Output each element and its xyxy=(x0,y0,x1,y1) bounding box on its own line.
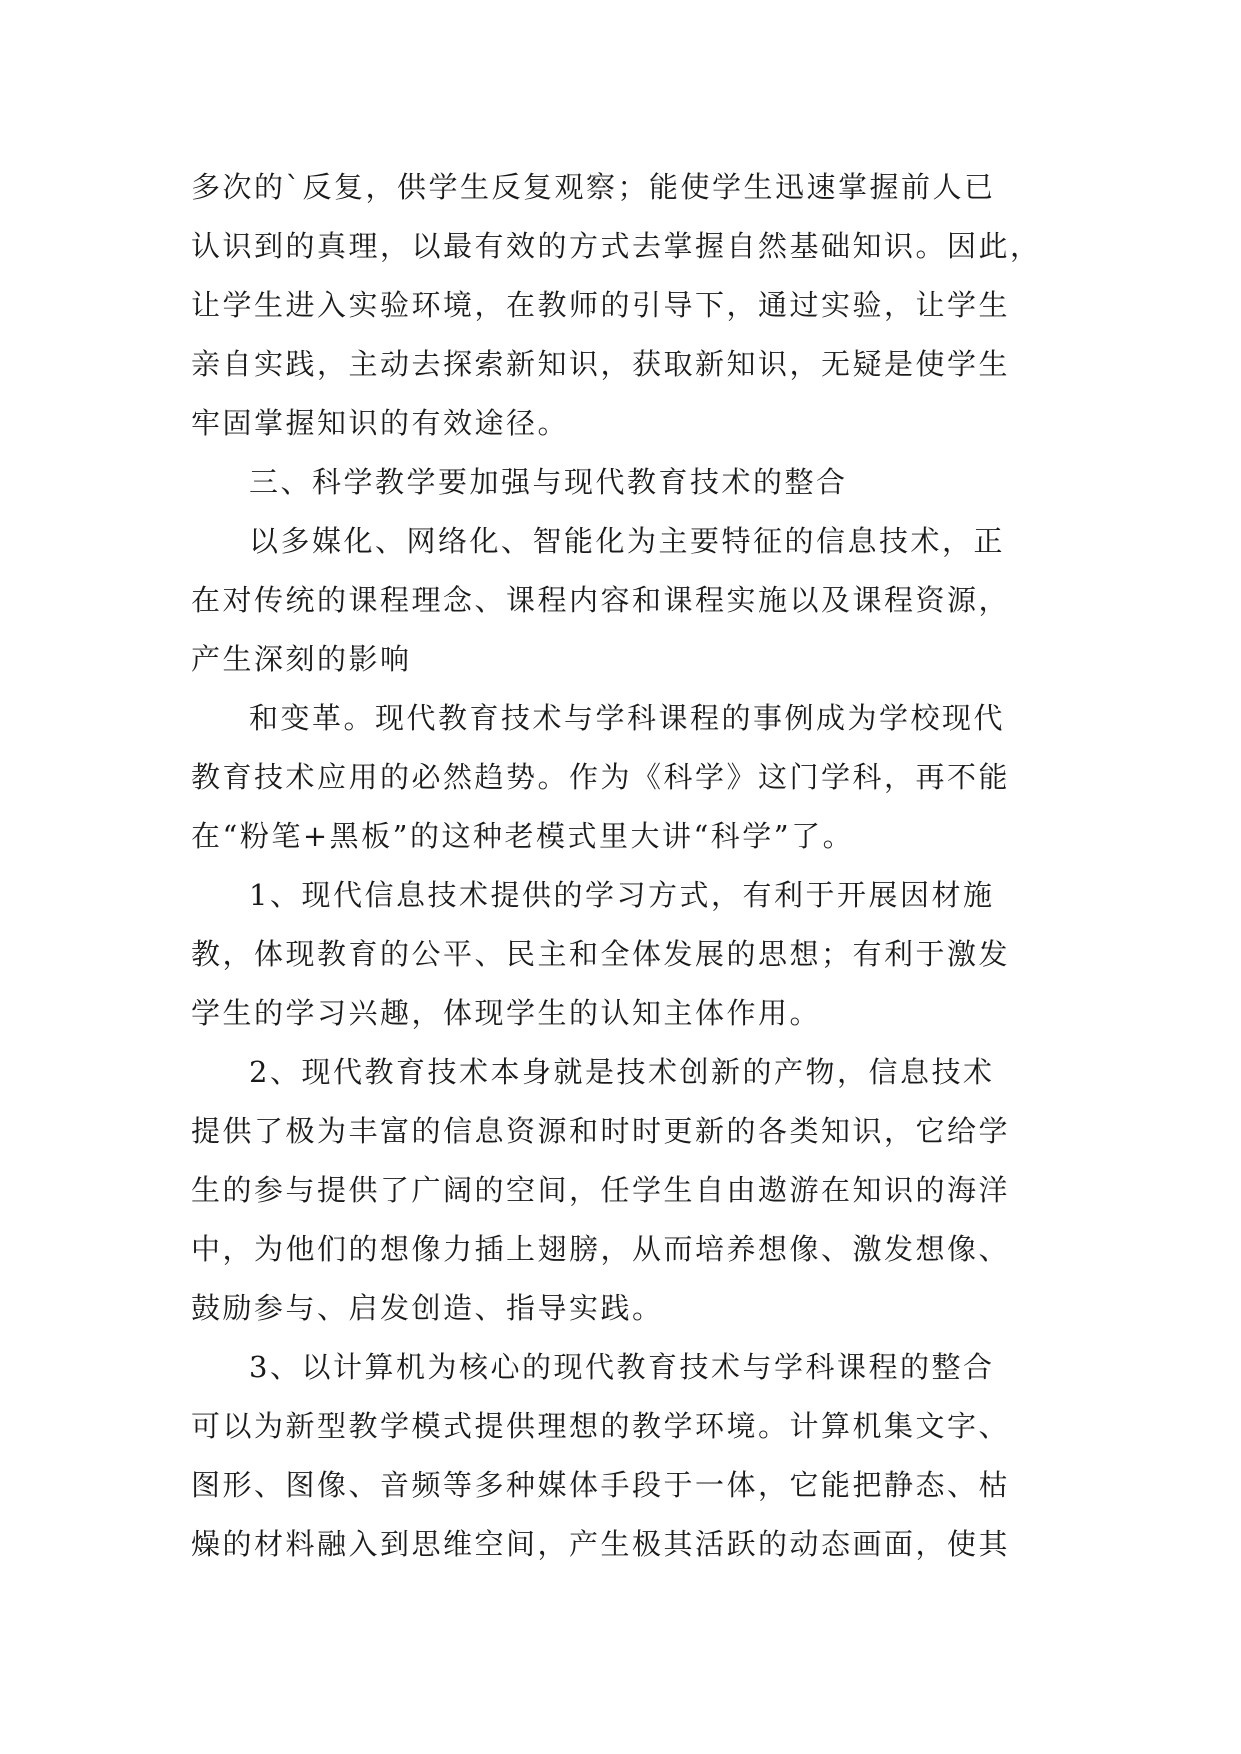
text-line: 燥的材料融入到思维空间，产生极其活跃的动态画面，使其 xyxy=(191,1527,1011,1561)
text-line: 牢固掌握知识的有效途径。 xyxy=(191,406,570,440)
text-line: 提供了极为丰富的信息资源和时时更新的各类知识，它给学 xyxy=(191,1114,1011,1148)
text-line: 以多媒化、网络化、智能化为主要特征的信息技术，正 xyxy=(249,524,1006,558)
text-line: 认识到的真理，以最有效的方式去掌握自然基础知识。因此， xyxy=(191,229,1042,263)
text-line: 生的参与提供了广阔的空间，任学生自由遨游在知识的海洋 xyxy=(191,1173,1011,1207)
text-line: 中，为他们的想像力插上翅膀，从而培养想像、激发想像、 xyxy=(191,1232,1011,1266)
text-line: 和变革。现代教育技术与学科课程的事例成为学校现代 xyxy=(249,701,1006,735)
text-line: 鼓励参与、启发创造、指导实践。 xyxy=(191,1291,664,1325)
text-line: 三、科学教学要加强与现代教育技术的整合 xyxy=(249,465,848,499)
text-line: 3、以计算机为核心的现代教育技术与学科课程的整合 xyxy=(249,1350,995,1384)
text-line: 2、现代教育技术本身就是技术创新的产物，信息技术 xyxy=(249,1055,995,1089)
text-line: 在对传统的课程理念、课程内容和课程实施以及课程资源， xyxy=(191,583,1011,617)
text-line: 1、现代信息技术提供的学习方式，有利于开展因材施 xyxy=(249,878,995,912)
text-line: 产生深刻的影响 xyxy=(191,642,412,676)
text-line: 教，体现教育的公平、民主和全体发展的思想；有利于激发 xyxy=(191,937,1011,971)
text-line: 可以为新型教学模式提供理想的教学环境。计算机集文字、 xyxy=(191,1409,1011,1443)
text-line: 在“粉笔+黑板”的这种老模式里大讲“科学”了。 xyxy=(191,819,855,853)
text-line: 亲自实践，主动去探索新知识，获取新知识，无疑是使学生 xyxy=(191,347,1011,381)
text-line: 让学生进入实验环境，在教师的引导下，通过实验，让学生 xyxy=(191,288,1011,322)
text-line: 学生的学习兴趣，体现学生的认知主体作用。 xyxy=(191,996,822,1030)
text-line: 教育技术应用的必然趋势。作为《科学》这门学科，再不能 xyxy=(191,760,1011,794)
text-line: 图形、图像、音频等多种媒体手段于一体，它能把静态、枯 xyxy=(191,1468,1011,1502)
text-line: 多次的`反复，供学生反复观察；能使学生迅速掌握前人已 xyxy=(191,170,996,204)
document-body xyxy=(191,158,1071,1574)
